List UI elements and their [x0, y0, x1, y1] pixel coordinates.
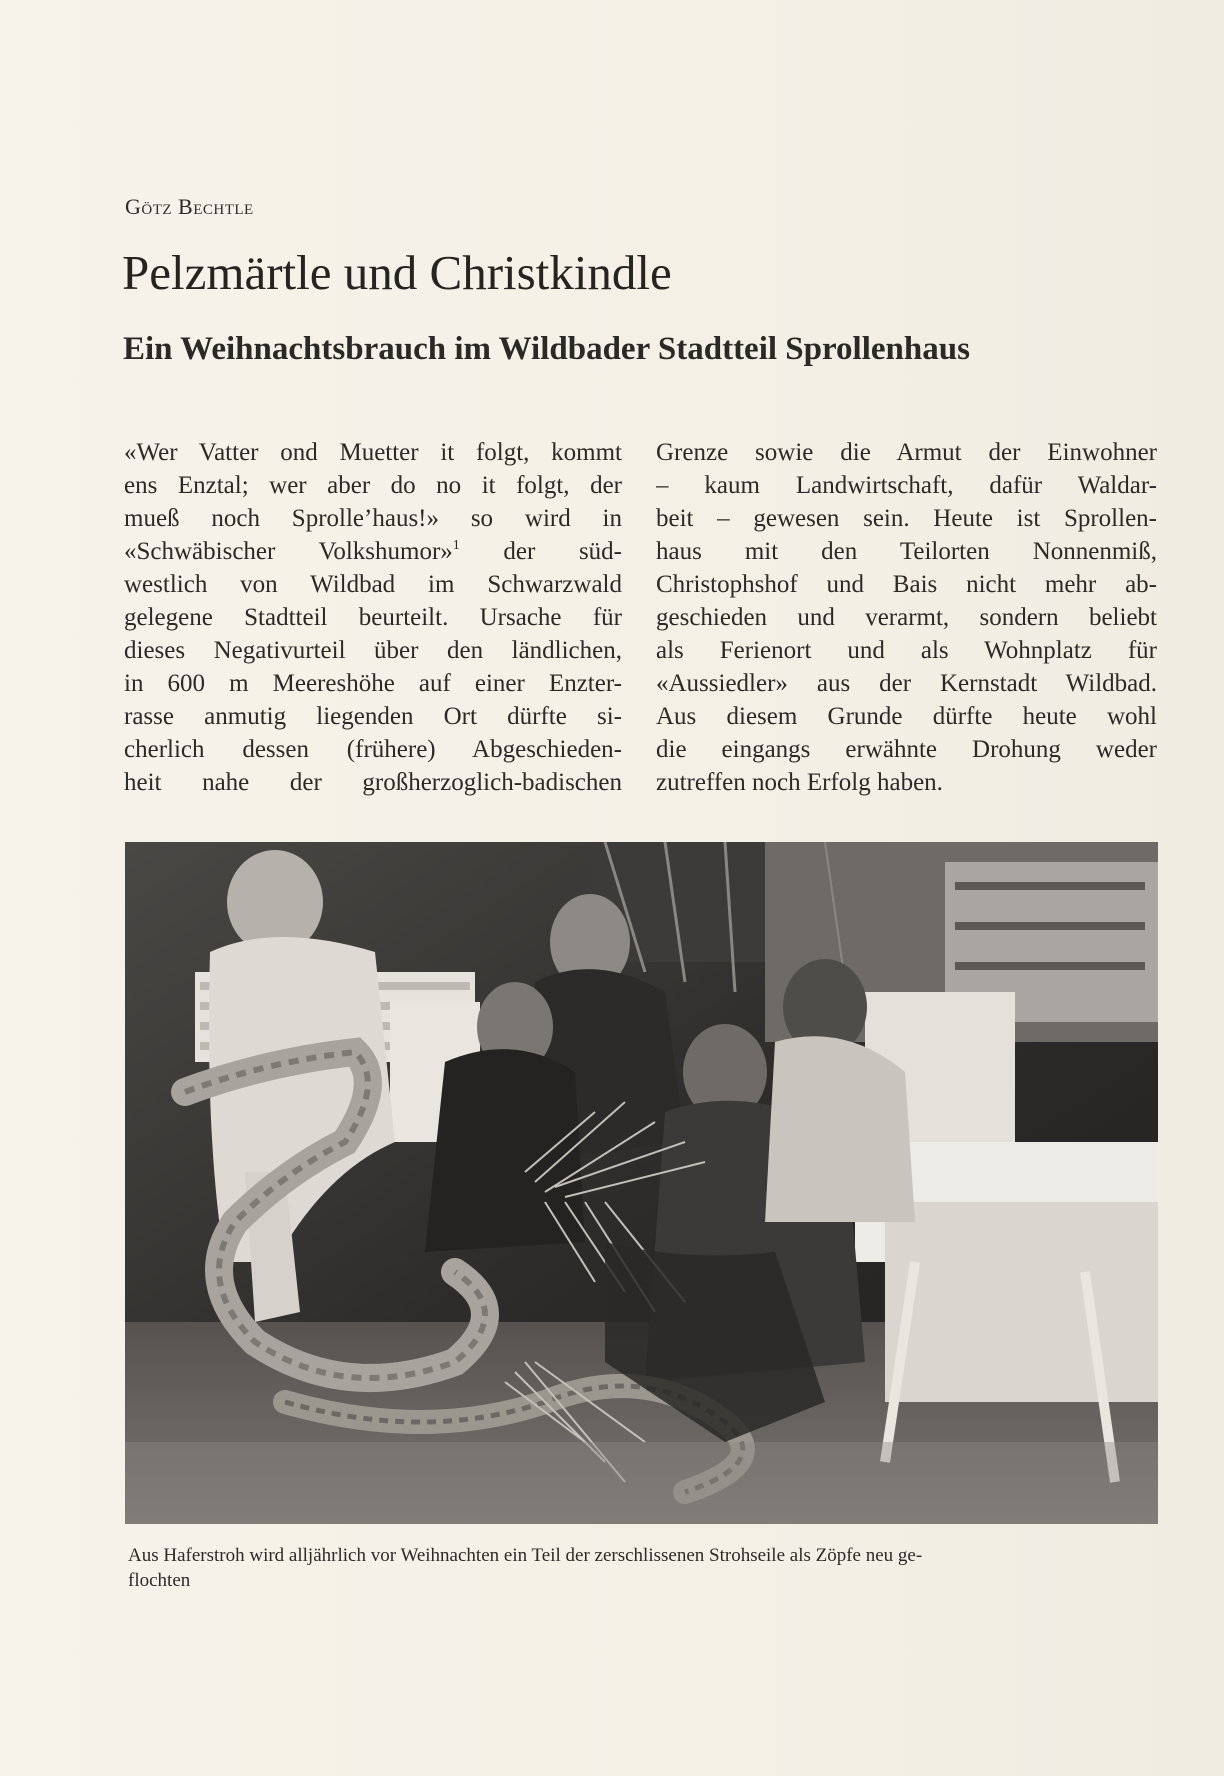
body-line: haus mit den Teilorten Nonnenmiß, — [656, 538, 1157, 565]
body-column-left — [124, 436, 622, 799]
body-line: zutreffen noch Erfolg haben. — [656, 769, 943, 796]
caption-line: flochten — [128, 1570, 191, 1591]
body-line: westlich von Wildbad im Schwarzwald — [124, 571, 622, 598]
body-line: cherlich dessen (frühere) Abgeschieden- — [124, 736, 622, 763]
author-name: Götz Bechtle — [125, 194, 254, 219]
body-line: die eingangs erwähnte Drohung weder — [656, 736, 1157, 763]
body-line: «Aussiedler» aus der Kernstadt Wildbad. — [656, 670, 1157, 697]
body-line: in 600 m Meereshöhe auf einer Enzter- — [124, 670, 622, 697]
body-line-tail: der süd- — [459, 538, 622, 565]
body-line: heit nahe der großherzoglich-badischen — [124, 769, 622, 796]
footnote-marker[interactable]: 1 — [452, 538, 460, 553]
body-line: mueß noch Sprolle’haus!» so wird in — [124, 505, 622, 532]
body-line-text: «Schwäbischer Volkshumor» — [124, 538, 453, 565]
body-line: Aus diesem Grunde dürfte heute wohl — [656, 703, 1157, 730]
article-title: Pelzmärtle und Christkindle — [122, 245, 672, 300]
article-subtitle: Ein Weihnachtsbrauch im Wildbader Stadtteil Sprollenhaus — [123, 331, 970, 367]
body-line: beit – gewesen sein. Heute ist Sprollen- — [656, 505, 1157, 532]
body-line: rasse anmutig liegenden Ort dürfte si- — [124, 703, 622, 730]
article-photo — [125, 842, 1158, 1524]
caption-line: Aus Haferstroh wird alljährlich vor Weihnachten ein Teil der zerschlissenen Strohseile als Zöpfe neu ge- — [128, 1545, 923, 1566]
body-line: geschieden und verarmt, sondern beliebt — [656, 604, 1157, 631]
photo-illustration — [125, 842, 1158, 1524]
photo-caption — [128, 1543, 1158, 1593]
body-line: dieses Negativurteil über den ländlichen, — [124, 637, 622, 664]
body-line: – kaum Landwirtschaft, dafür Waldar- — [656, 472, 1157, 499]
body-line: Grenze sowie die Armut der Einwohner — [656, 439, 1157, 466]
body-line: gelegene Stadtteil beurteilt. Ursache für — [124, 604, 622, 631]
body-line: ens Enztal; wer aber do no it folgt, der — [124, 472, 622, 499]
body-line: Christophshof und Bais nicht mehr ab- — [656, 571, 1157, 598]
body-line: als Ferienort und als Wohnplatz für — [656, 637, 1157, 664]
body-column-right — [656, 436, 1157, 799]
body-line: «Wer Vatter ond Muetter it folgt, kommt — [124, 439, 622, 466]
body-line-with-footnote — [124, 535, 622, 568]
